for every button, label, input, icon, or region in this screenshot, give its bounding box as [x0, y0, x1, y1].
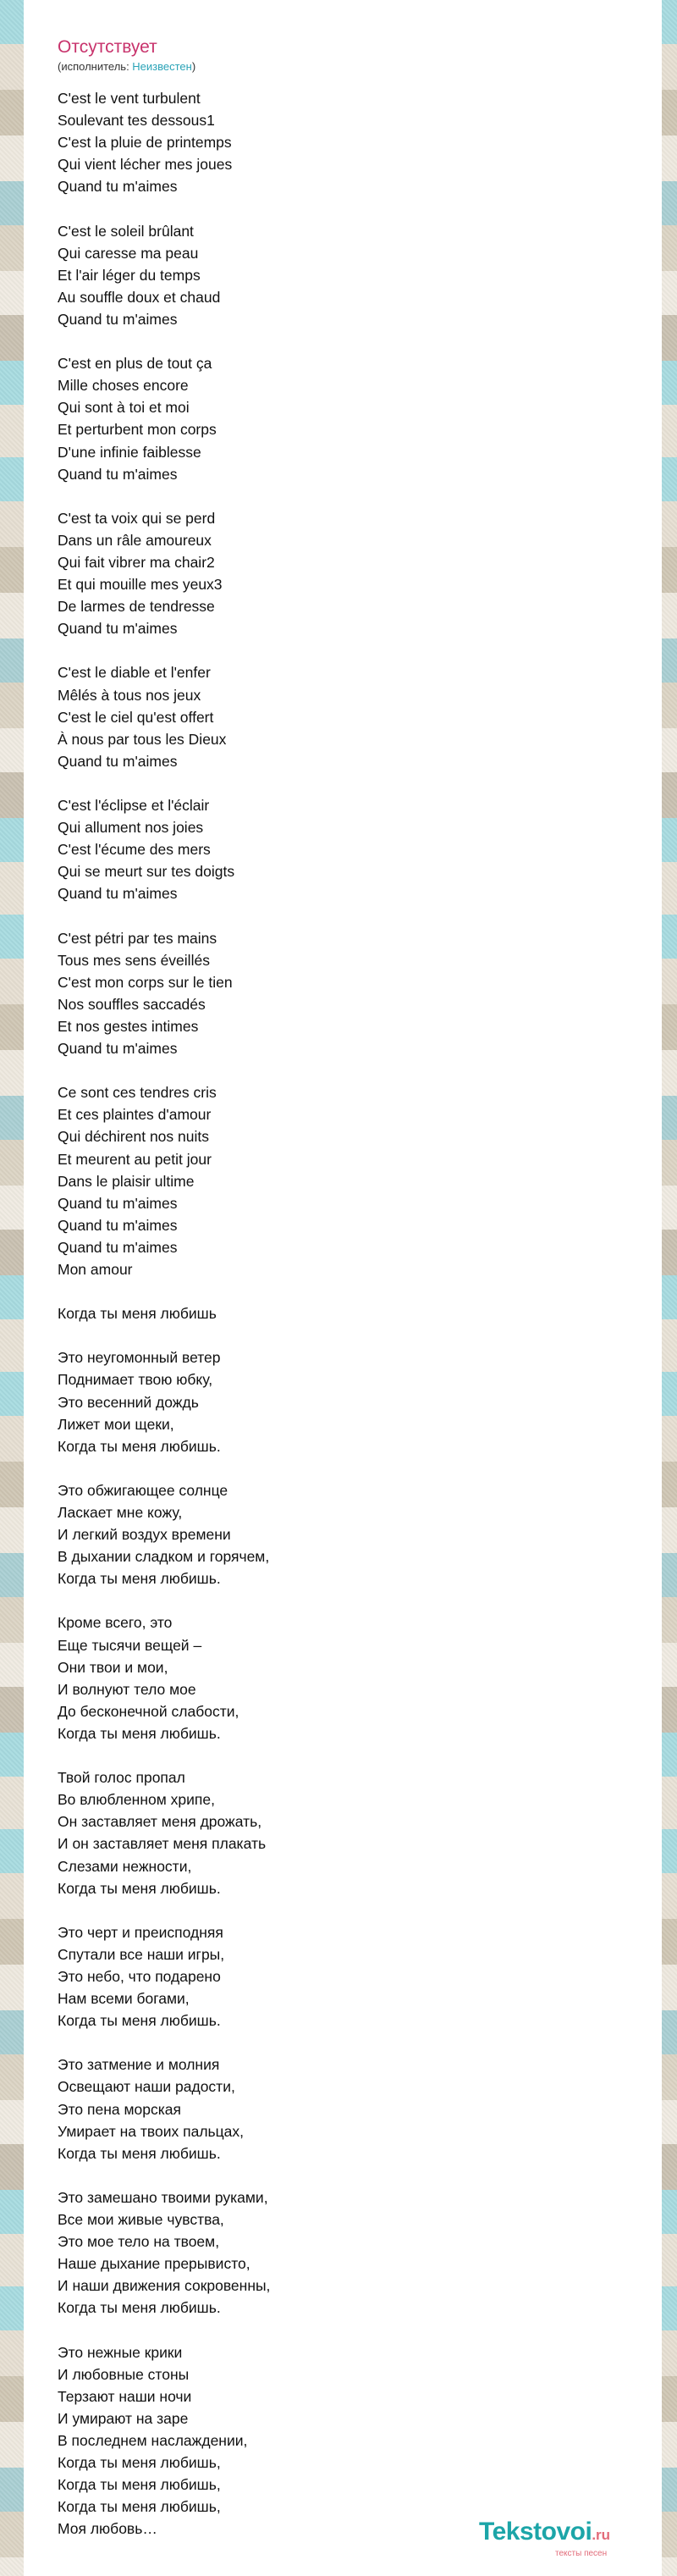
logo-wordmark — [479, 2518, 657, 2549]
artist-prefix: (исполнитель: — [58, 60, 133, 73]
song-title: Отсутствует — [58, 37, 157, 57]
logo-main-text: Tekstovoi — [479, 2518, 592, 2546]
artist-link[interactable]: Неизвестен — [132, 60, 192, 73]
lyrics-page — [24, 0, 662, 2576]
logo-tagline: тексты песен — [555, 2549, 608, 2558]
song-header — [58, 37, 195, 75]
song-artist — [58, 59, 195, 75]
logo-domain: .ru — [592, 2527, 611, 2543]
artist-suffix: ) — [191, 60, 196, 73]
lyrics-text: C'est le vent turbulent Soulevant tes dessous1 C'est la pluie de printemps Qui vient lécher mes joues Quand tu m'aimes C'est le soleil brûlant Qui caresse ma peau Et l'air léger du temps Au souffle doux et chaud Quand tu m'aimes C'est en plus de tout ça Mille choses encore Qui sont à toi et moi Et perturbent mon corps D'une infinie faiblesse Quand tu m'aimes C'est ta voix qui se perd Dans un râle amoureux Qui fait vibrer ma chair2 Et qui mouille mes yeux3 De larmes de tendresse Quand tu m'aimes C'est le diable et l'enfer Mêlés à tous nos jeux C'est le ciel qu'est offert À nous par tous les Dieux Quand tu m'aimes C'est l'éclipse et l'éclair Qui allument nos joies C'est l'écume des mers Qui se meurt sur tes doigts Quand tu m'aimes C'est pétri par tes mains Tous mes sens éveillés C'est mon corps sur le tien Nos souffles saccadés Et nos gestes intimes Quand tu m'aimes Ce sont ces tendres cris Et ces plaintes d'amour Qui déchirent nos nuits Et meurent au petit jour Dans le plaisir ultime Quand tu m'aimes Quand tu m'aimes Quand tu m'aimes Mon amour Когда ты меня любишь Это неугомонный ветер Поднимает твою юбку, Это весенний дождь Лижет мои щеки, Когда ты меня любишь. Это обжигающее солнце Ласкает мне кожу, И легкий воздух времени В дыхании сладком и горячем, Когда ты меня любишь. Кроме всего, это Еще тысячи вещей – Они твои и мои, И волнуют тело мое До бесконечной слабости, Когда ты меня любишь. Твой голос пропал Во влюбленном хрипе, Он заставляет меня дрожать, И он заставляет меня плакать Слезами нежности, Когда ты меня любишь. Это черт и преисподняя Спутали все наши игры, Это небо, что подарено Нам всеми богами, Когда ты меня любишь. Это затмение и молния Освещают наши радости, Это пена морская Умирает на твоих пальцах, Когда ты меня любишь. Это замешано твоими руками, Все мои живые чувства, Это мое тело на твоем, Наше дыхание прерывисто, И наши движения сокровенны, Когда ты меня любишь. Это нежные крики И любовные стоны Терзают наши ночи И умирают на заре В последнем наслаждении, Когда ты меня любишь, Когда ты меня любишь, Когда ты меня любишь, Моя любовь… — [58, 90, 271, 2538]
site-logo[interactable] — [479, 2518, 657, 2559]
